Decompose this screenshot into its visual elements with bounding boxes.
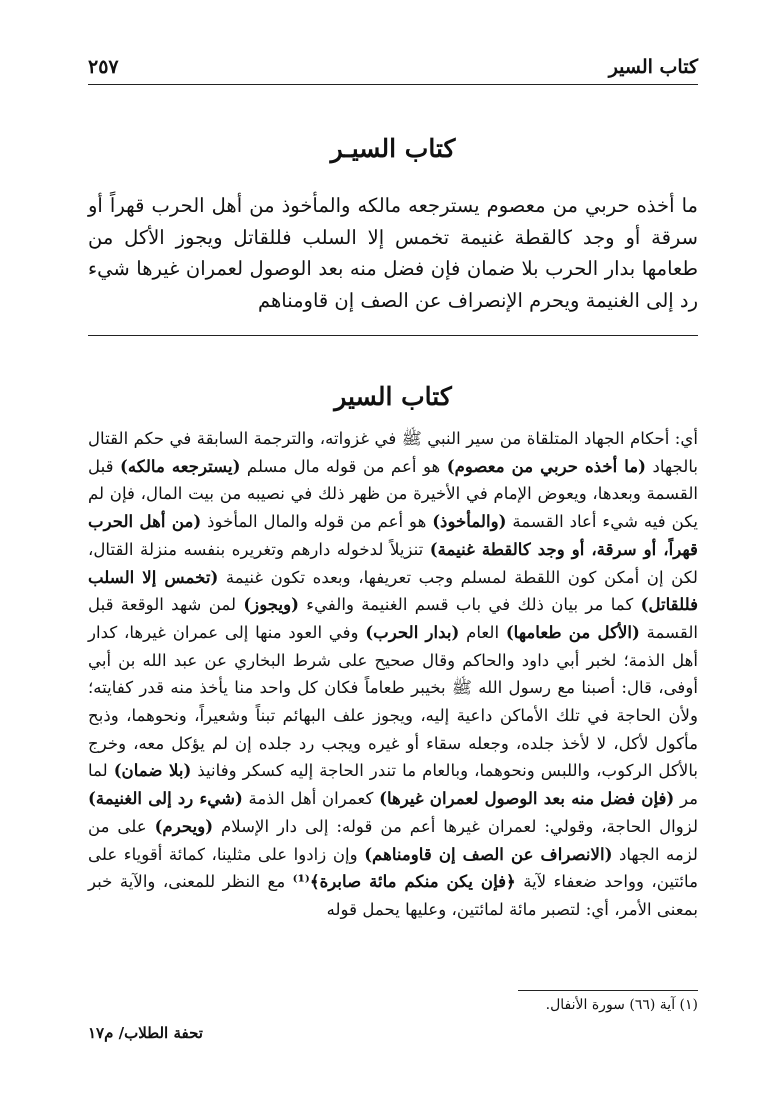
sharh-text bbox=[88, 425, 698, 924]
quoted-matn-phrase: ﴿فإن يكن منكم مائة صابرة﴾⁽¹⁾ bbox=[292, 871, 516, 892]
sharh-title: كتاب السير bbox=[334, 382, 452, 411]
commentary-text: العام bbox=[459, 622, 506, 642]
matn-title: كتاب السيـر bbox=[330, 134, 456, 163]
quoted-matn-phrase: (بدار الحرب) bbox=[365, 621, 460, 642]
quoted-matn-phrase: (فإن فضل منه بعد الوصول لعمران غيرها) bbox=[379, 788, 675, 809]
commentary-text: تنزيلاً لدخوله دارهم وتغريره بنفسه منزلة القتال، لكن إن أمكن كون اللقطة لمسلم وجب تعريفها، وبعده تكون غنيمة bbox=[88, 539, 698, 587]
quoted-matn-phrase: (ما أخذه حربي من معصوم) bbox=[446, 455, 646, 476]
commentary-text: وفي العود منها إلى عمران غيرها، كدار أهل الذمة؛ لخبر أبي داود والحاكم وقال صحيح على شرط البخاري عن عبد الله بن أبي أوفى، قال: أصبنا مع رسول الله ﷺ بخيبر طعاماً فكان كل واحد منا يأخذ منه قدر كفايته؛ ولأن الحاجة في تلك الأماكن داعية إليه، ويجوز علف البهائم تبناً وشعيراً، ونحوهما، وذبح مأكول لأكل، لا لأخذ جلده، وجعله سقاء أو غيره ويجب رد جلده إن لم يؤكل معه، وخرج بالأكل الركوب، واللبس ونحوهما، وبالعام ما تندر الحاجة إليه كسكر وفانيذ bbox=[88, 622, 698, 781]
matn-text: ما أخذه حربي من معصوم يسترجعه مالكه والمأخوذ من أهل الحرب قهراً أو سرقة أو وجد كالقطة غنيمة تخمس إلا السلب فللقاتل ويجوز الأكل من طعامها بدار الحرب بلا ضمان فإن فضل منه بعد الوصول لعمران غيرها شيء رد إلى الغنيمة ويحرم الإنصراف عن الصف إن قاومناهم bbox=[88, 194, 698, 312]
commentary-text: مع النظر للمعنى، والآية خبر بمعنى الأمر، أي: لتصبر مائة لمائتين، وعليها يحمل قوله bbox=[88, 872, 698, 919]
quoted-matn-phrase: (الانصراف عن الصف إن قاومناهم) bbox=[364, 843, 613, 864]
sharh-paragraph bbox=[88, 425, 698, 924]
commentary-text: كعمران أهل الذمة bbox=[242, 789, 380, 809]
quoted-matn-phrase: (ويحرم) bbox=[154, 815, 214, 836]
running-title: كتاب السير bbox=[608, 56, 698, 78]
commentary-text: هو أعم من قوله مال مسلم bbox=[240, 456, 447, 476]
commentary-text: لزوال الحاجة، وقولي: لعمران غيرها أعم من قوله: إلى دار الإسلام bbox=[213, 816, 698, 836]
quoted-matn-phrase: (شيء رد إلى الغنيمة) bbox=[88, 788, 243, 809]
quoted-matn-phrase: (بلا ضمان) bbox=[113, 760, 192, 781]
quoted-matn-phrase: (من أهل الحرب قهراً، أو سرقة، أو وجد كالقطة غنيمة) bbox=[88, 511, 698, 559]
quoted-matn-phrase: (والمأخوذ) bbox=[432, 511, 507, 532]
commentary-text: لما مر bbox=[88, 761, 699, 809]
commentary-text: هو أعم من قوله والمال المأخوذ bbox=[201, 512, 433, 532]
signature-mark: تحفة الطلاب/ م١٧ bbox=[88, 1024, 203, 1042]
commentary-text: كما مر بيان ذلك في باب قسم الغنيمة والفيء bbox=[298, 595, 641, 615]
quoted-matn-phrase: (تخمس إلا السلب فللقاتل) bbox=[88, 566, 698, 615]
section-divider bbox=[88, 335, 698, 336]
quoted-matn-phrase: (يسترجعه مالكه) bbox=[119, 455, 241, 476]
footnote: (١) آية (٦٦) سورة الأنفال. bbox=[545, 997, 698, 1013]
commentary-text: لمن شهد الوقعة قبل القسمة bbox=[88, 595, 698, 642]
page-header bbox=[88, 44, 698, 85]
commentary-text: على من لزمه الجهاد bbox=[88, 816, 698, 864]
footnote-divider bbox=[518, 990, 698, 991]
commentary-text: أي: أحكام الجهاد المتلقاة من سير النبي ﷺ في غزواته، والترجمة السابقة في حكم القتال بالجهاد bbox=[88, 429, 698, 476]
quoted-matn-phrase: (الأكل من طعامها) bbox=[505, 621, 640, 642]
quoted-matn-phrase: (ويجوز) bbox=[243, 594, 299, 615]
commentary-text: قبل القسمة وبعدها، ويعوض الإمام في الأخيرة من ظهر ذلك في نصيبه من بيت المال، فإن لم يكن فيه شيء أعاد القسمة bbox=[88, 456, 698, 532]
commentary-text: وإن زادوا على مثلينا، كمائة أقوياء على مائتين، وواحد ضعفاء لآية bbox=[88, 844, 698, 892]
page-number: ٢٥٧ bbox=[88, 56, 119, 78]
